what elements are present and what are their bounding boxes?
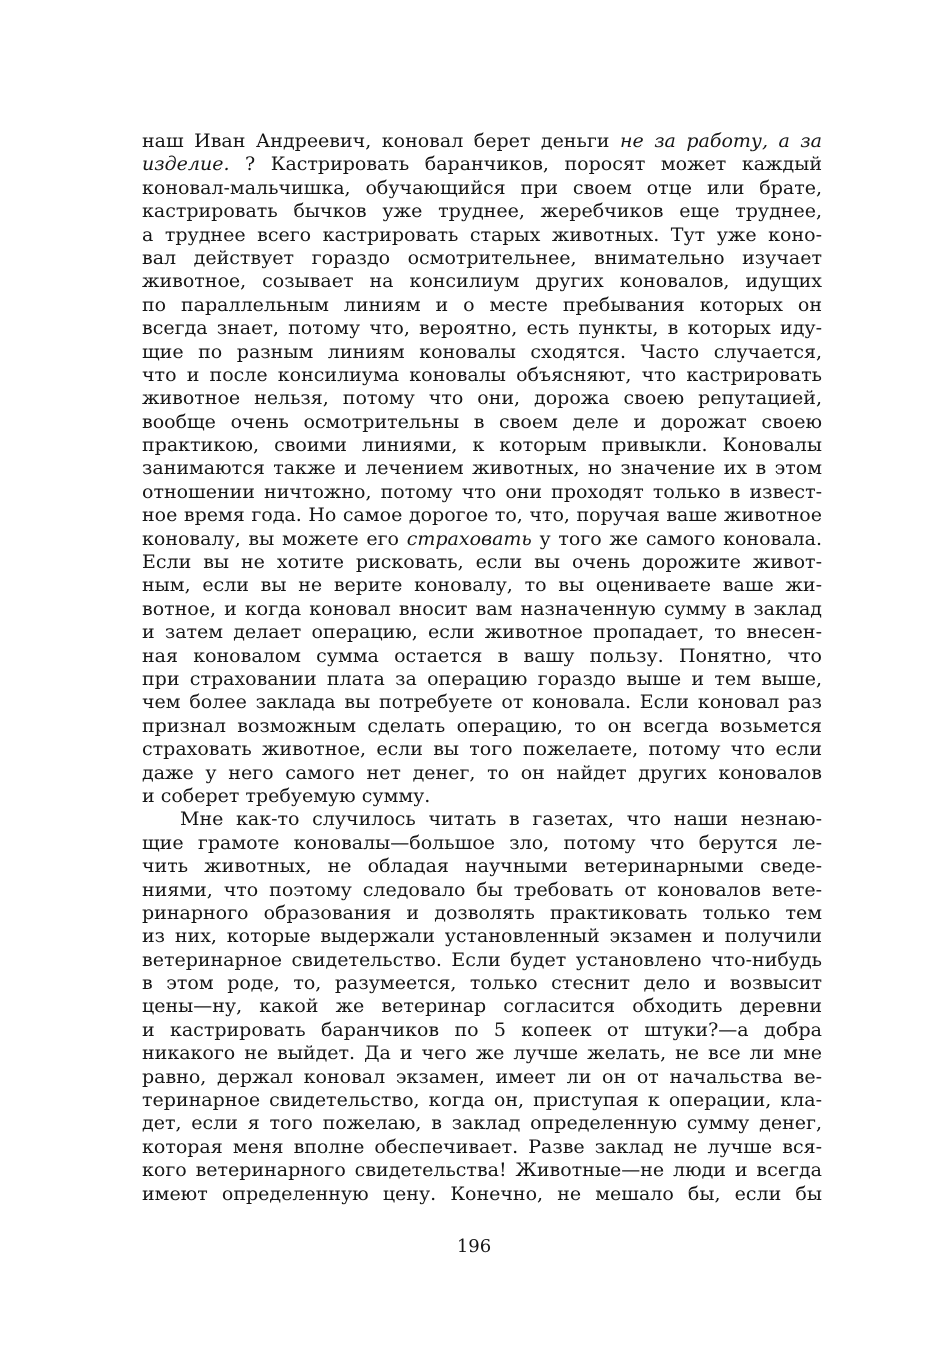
text-line: животное, созывает на консилиум других коновалов, идущих — [142, 270, 822, 293]
text-line: кого ветеринарного свидетельства! Животные—не люди и всегда — [142, 1159, 822, 1182]
page-number: 196 — [456, 1236, 492, 1257]
text-line: по параллельным линиям и о месте пребывания которых он — [142, 293, 822, 316]
text-line: вал действует гораздо осмотрительнее, внимательно изучает — [142, 246, 822, 269]
text-line: при страховании плата за операцию гораздо выше и тем выше, — [142, 667, 822, 690]
text-line: наш Иван Андреевич, коновал берет деньги не за работу, а за — [142, 130, 822, 152]
text-line: ное время года. Но самое дорогое то, что, поручая ваше животное — [142, 504, 822, 527]
text-line: чем более заклада вы потребуете от коновала. Если коновал раз — [142, 691, 822, 714]
text-line: всегда знает, потому что, вероятно, есть пункты, в которых иду- — [142, 317, 822, 340]
text-line: имеют определенную цену. Конечно, не мешало бы, если бы — [142, 1182, 822, 1205]
text-line: в этом роде, то, разумеется, только стеснит дело и возвысит — [142, 972, 822, 995]
text-line: занимаются также и лечением животных, но значение их в этом — [142, 457, 822, 480]
text-line: животное нельзя, потому что они, дорожа своею репутацией, — [142, 387, 822, 410]
text-line: практикою, своими линиями, к которым привыкли. Коновалы — [142, 434, 822, 457]
text-line: Мне как-то случилось читать в газетах, что наши незнаю- — [180, 808, 822, 831]
text-line: из них, которые выдержали установленный экзамен и получили — [142, 925, 822, 948]
text-line: даже у него самого нет денег, то он найдет других коновалов — [142, 761, 822, 784]
text-line: а труднее всего кастрировать старых животных. Тут уже коно- — [142, 223, 822, 246]
text-line: изделие. ? Кастрировать баранчиков, поросят может каждый — [142, 153, 822, 176]
text-line: никакого не выйдет. Да и чего же лучше желать, не все ли мне — [142, 1042, 822, 1065]
text-line: страховать животное, если вы того пожелаете, потому что если — [142, 738, 822, 761]
text-line: что и после консилиума коновалы объясняют, что кастрировать — [142, 363, 822, 386]
text-line: ветеринарное свидетельство. Если будет установлено что-нибудь — [142, 948, 822, 971]
text-line: щие по разным линиям коновалы сходятся. Часто случается, — [142, 340, 822, 363]
text-line: которая меня вполне обеспечивает. Разве заклад не лучше вся- — [142, 1135, 822, 1158]
text-line: коновалу, вы можете его страховать у того же самого коновала. — [142, 527, 822, 550]
text-line: и кастрировать баранчиков по 5 копеек от штуки?—а добра — [142, 1018, 822, 1041]
text-line: вотное, и когда коновал вносит вам назначенную сумму в заклад — [142, 597, 822, 620]
text-line: коновал-мальчишка, обучающийся при своем отце или брате, — [142, 176, 822, 199]
text-line: и соберет требуемую сумму. — [142, 784, 431, 807]
text-line: вообще очень осмотрительны в своем деле и дорожат своею — [142, 410, 822, 433]
text-line: ниями, что поэтому следовало бы требовать от коновалов вете- — [142, 878, 822, 901]
text-line: дет, если я того пожелаю, в заклад определенную сумму денег, — [142, 1112, 822, 1135]
text-line: ным, если вы не верите коновалу, то вы оцениваете ваше жи- — [142, 574, 822, 597]
text-line: цены—ну, какой же ветеринар согласится обходить деревни — [142, 995, 822, 1018]
text-line: щие грамоте коновалы—большое зло, потому что берутся ле- — [142, 831, 822, 854]
text-line: отношении ничтожно, потому что они проходят только в извест- — [142, 480, 822, 503]
text-line: теринарное свидетельство, когда он, приступая к операции, кла- — [142, 1089, 822, 1112]
text-line: и затем делает операцию, если животное пропадает, то внесен- — [142, 621, 822, 644]
body-text — [142, 130, 822, 1206]
text-line: чить животных, не обладая научными ветеринарными сведе- — [142, 855, 822, 878]
text-line: Если вы не хотите рисковать, если вы очень дорожите живот- — [142, 551, 822, 574]
text-line: признал возможным сделать операцию, то он всегда возьмется — [142, 714, 822, 737]
text-line: ринарного образования и дозволять практиковать только тем — [142, 901, 822, 924]
text-line: кастрировать бычков уже труднее, жеребчиков еще труднее, — [142, 200, 822, 223]
text-line: равно, держал коновал экзамен, имеет ли он от начальства ве- — [142, 1065, 822, 1088]
text-line: ная коновалом сумма остается в вашу пользу. Понятно, что — [142, 644, 822, 667]
